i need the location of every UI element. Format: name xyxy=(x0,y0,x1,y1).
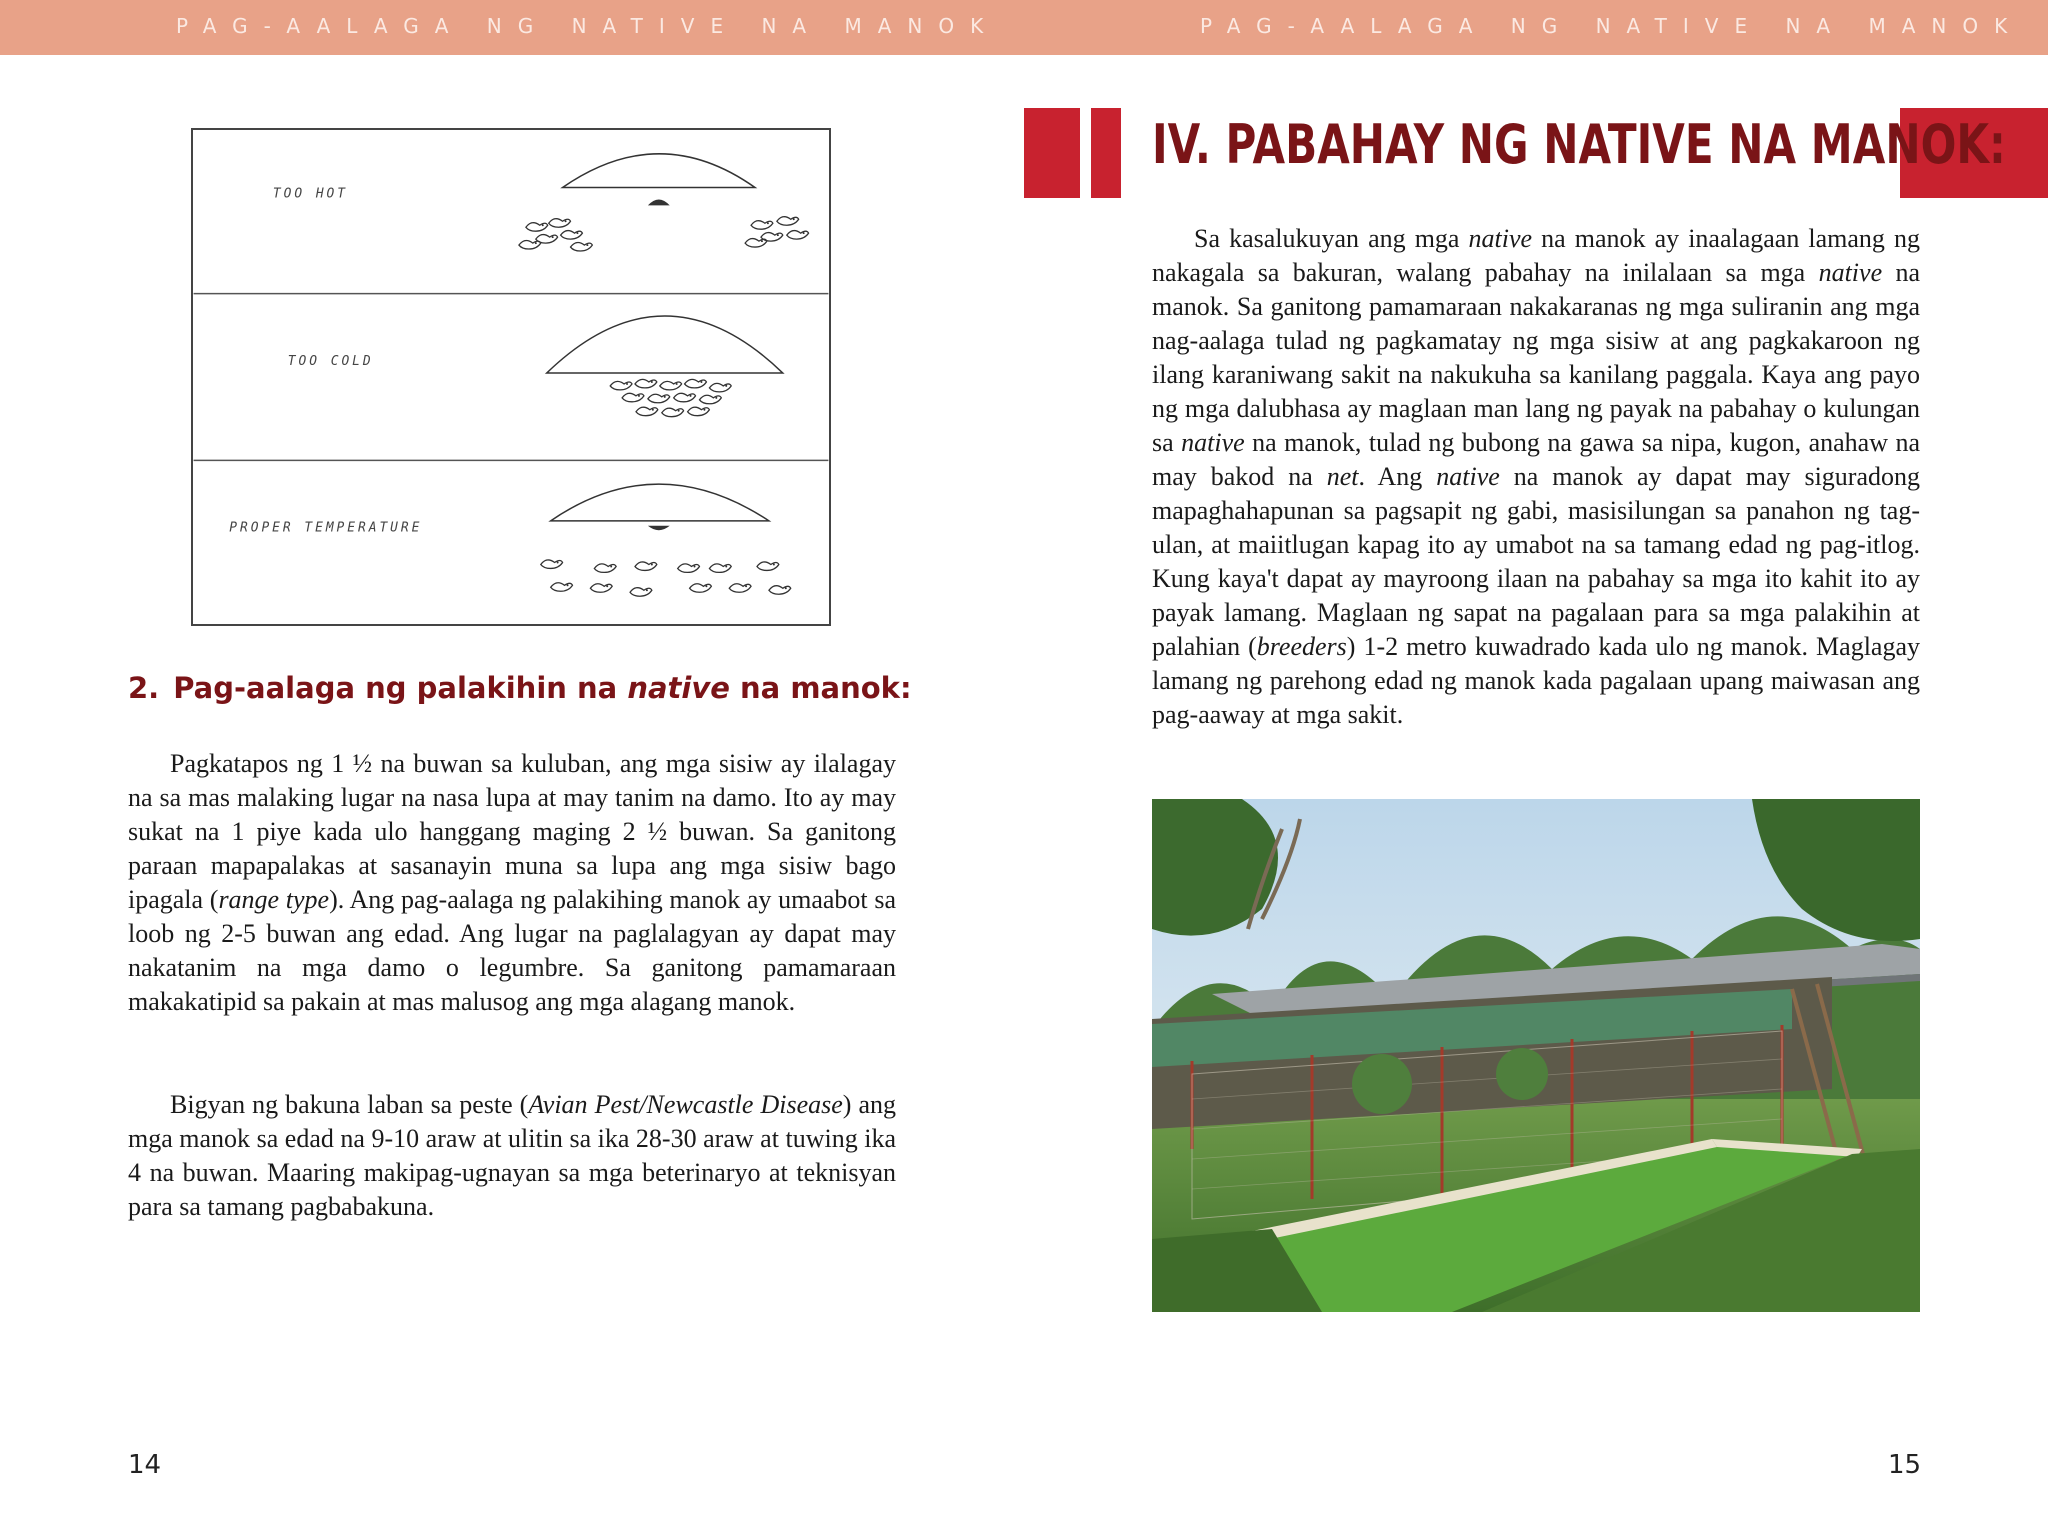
italic-term: native xyxy=(1181,428,1245,457)
page-number-left: 14 xyxy=(128,1450,162,1480)
section-title-part: Pag-aalaga ng palakihin na xyxy=(173,671,628,705)
running-head-left: PAG-AALAGA NG NATIVE NA MANOK xyxy=(176,14,1000,38)
italic-term: native xyxy=(1818,258,1883,287)
text-run: . Ang xyxy=(1358,462,1437,491)
italic-term: native xyxy=(1436,462,1500,491)
section-title-italic: native xyxy=(627,671,730,705)
chicks-group-icon xyxy=(610,379,731,416)
italic-term: native xyxy=(1468,224,1533,253)
text-run: ) ang mga manok sa edad na 9-10 araw at ulitin sa ika 28-30 araw at tuwing ika 4 na buwan. Maaring makipag-ugnayan sa mga beterinaryo at teknisyan para sa tamang pagbabakuna. xyxy=(128,1090,896,1221)
italic-term: net xyxy=(1326,462,1359,491)
accent-bar xyxy=(1024,108,1080,198)
right-page xyxy=(1024,55,2048,1536)
text-run: na manok, tulad ng bubong na gawa sa nipa, kugon, anahaw na may bakod na xyxy=(1152,428,1920,491)
chapter-title: IV. PABAHAY NG NATIVE NA MANOK: xyxy=(1152,113,2006,176)
hover-brooder-icon xyxy=(551,484,769,530)
label-too-cold: TOO COLD xyxy=(287,354,374,370)
chicks-group-icon xyxy=(519,217,809,251)
poultry-house-photo xyxy=(1152,799,1920,1312)
text-run: na manok ay inaalagaan lamang ng nakagala sa bakuran, walang pabahay na inilalaan sa mga xyxy=(1152,224,1920,287)
text-run: Pagkatapos ng 1 ½ na buwan sa kuluban, ang mga sisiw ay ilalagay na sa mas malaking lugar na nasa lupa at may tanim na damo. Ito ay may sukat na 1 piye kada ulo hanggang maging 2 ½ buwan. Sa ganitong paraan mapapalakas at sasanayin muna sa lupa ang mga sisiw bago ipagala ( xyxy=(128,749,896,914)
paragraph-vaccination xyxy=(128,1088,896,1224)
label-proper-temperature: PROPER TEMPERATURE xyxy=(229,520,423,536)
hover-brooder-icon xyxy=(547,316,783,373)
accent-bar xyxy=(1091,108,1121,198)
brooder-temperature-figure xyxy=(191,128,831,626)
italic-term: Avian Pest/Newcastle Disease xyxy=(528,1090,843,1119)
running-head-right: PAG-AALAGA NG NATIVE NA MANOK xyxy=(1200,14,2024,38)
text-run: Bigyan ng bakuna laban sa peste ( xyxy=(170,1090,529,1119)
text-run: ). Ang pag-aalaga ng palakihing manok ay umaabot sa loob ng 2-5 buwan ang edad. Ang lugar na paglalagyan ay dapat may nakatanim na mga damo o legumbre. Sa ganitong pamamaraan makakatipid sa pakain at mas malusog ang mga alagang manok. xyxy=(128,885,897,1016)
text-run: ) 1-2 metro kuwadrado kada ulo ng manok. Maglagay lamang ng parehong edad ng manok kada pagalaan upang maiwasan ang pag-aaway at mga sakit. xyxy=(1152,632,1920,729)
text-run: Sa kasalukuyan ang mga xyxy=(1194,224,1469,253)
hover-brooder-icon xyxy=(563,154,755,206)
left-page xyxy=(0,55,1024,1536)
label-too-hot: TOO HOT xyxy=(272,186,349,202)
section-number: 2. xyxy=(128,671,160,705)
italic-term: range type xyxy=(218,885,330,914)
text-run: na manok ay dapat may siguradong mapaghahapunan sa pagsapit ng gabi, masisilungan sa panahon ng tag-ulan, at maiitlugan kapag ito ay umabot na sa tamang edad ng pag-itlog. Kung kaya't dapat ay mayroong ilaan na pabahay sa mga ito kahit ito ay payak lamang. Maglaan ng sapat na pagalaan para sa mga palakihin at palahian ( xyxy=(1152,462,1921,661)
italic-term: breeders xyxy=(1256,632,1347,661)
section-heading xyxy=(128,671,912,705)
page-number-right: 15 xyxy=(1888,1450,1922,1480)
section-title-part: na manok: xyxy=(729,671,912,705)
paragraph-growers xyxy=(128,747,896,1019)
text-run: na manok. Sa ganitong pamamaraan nakakaranas ng mga suliranin ang mga nag-aalaga tulad ng pagkamatay ng mga sisiw at ang pagkakaroon ng ilang karaniwang sakit na nakukuha sa kanilang paggala. Kaya ang payo ng mga dalubhasa ay maglaan man lang ng payak na pabahay o kulungan sa xyxy=(1152,258,1920,457)
paragraph-housing xyxy=(1152,222,1920,732)
chicks-group-icon xyxy=(541,560,791,596)
